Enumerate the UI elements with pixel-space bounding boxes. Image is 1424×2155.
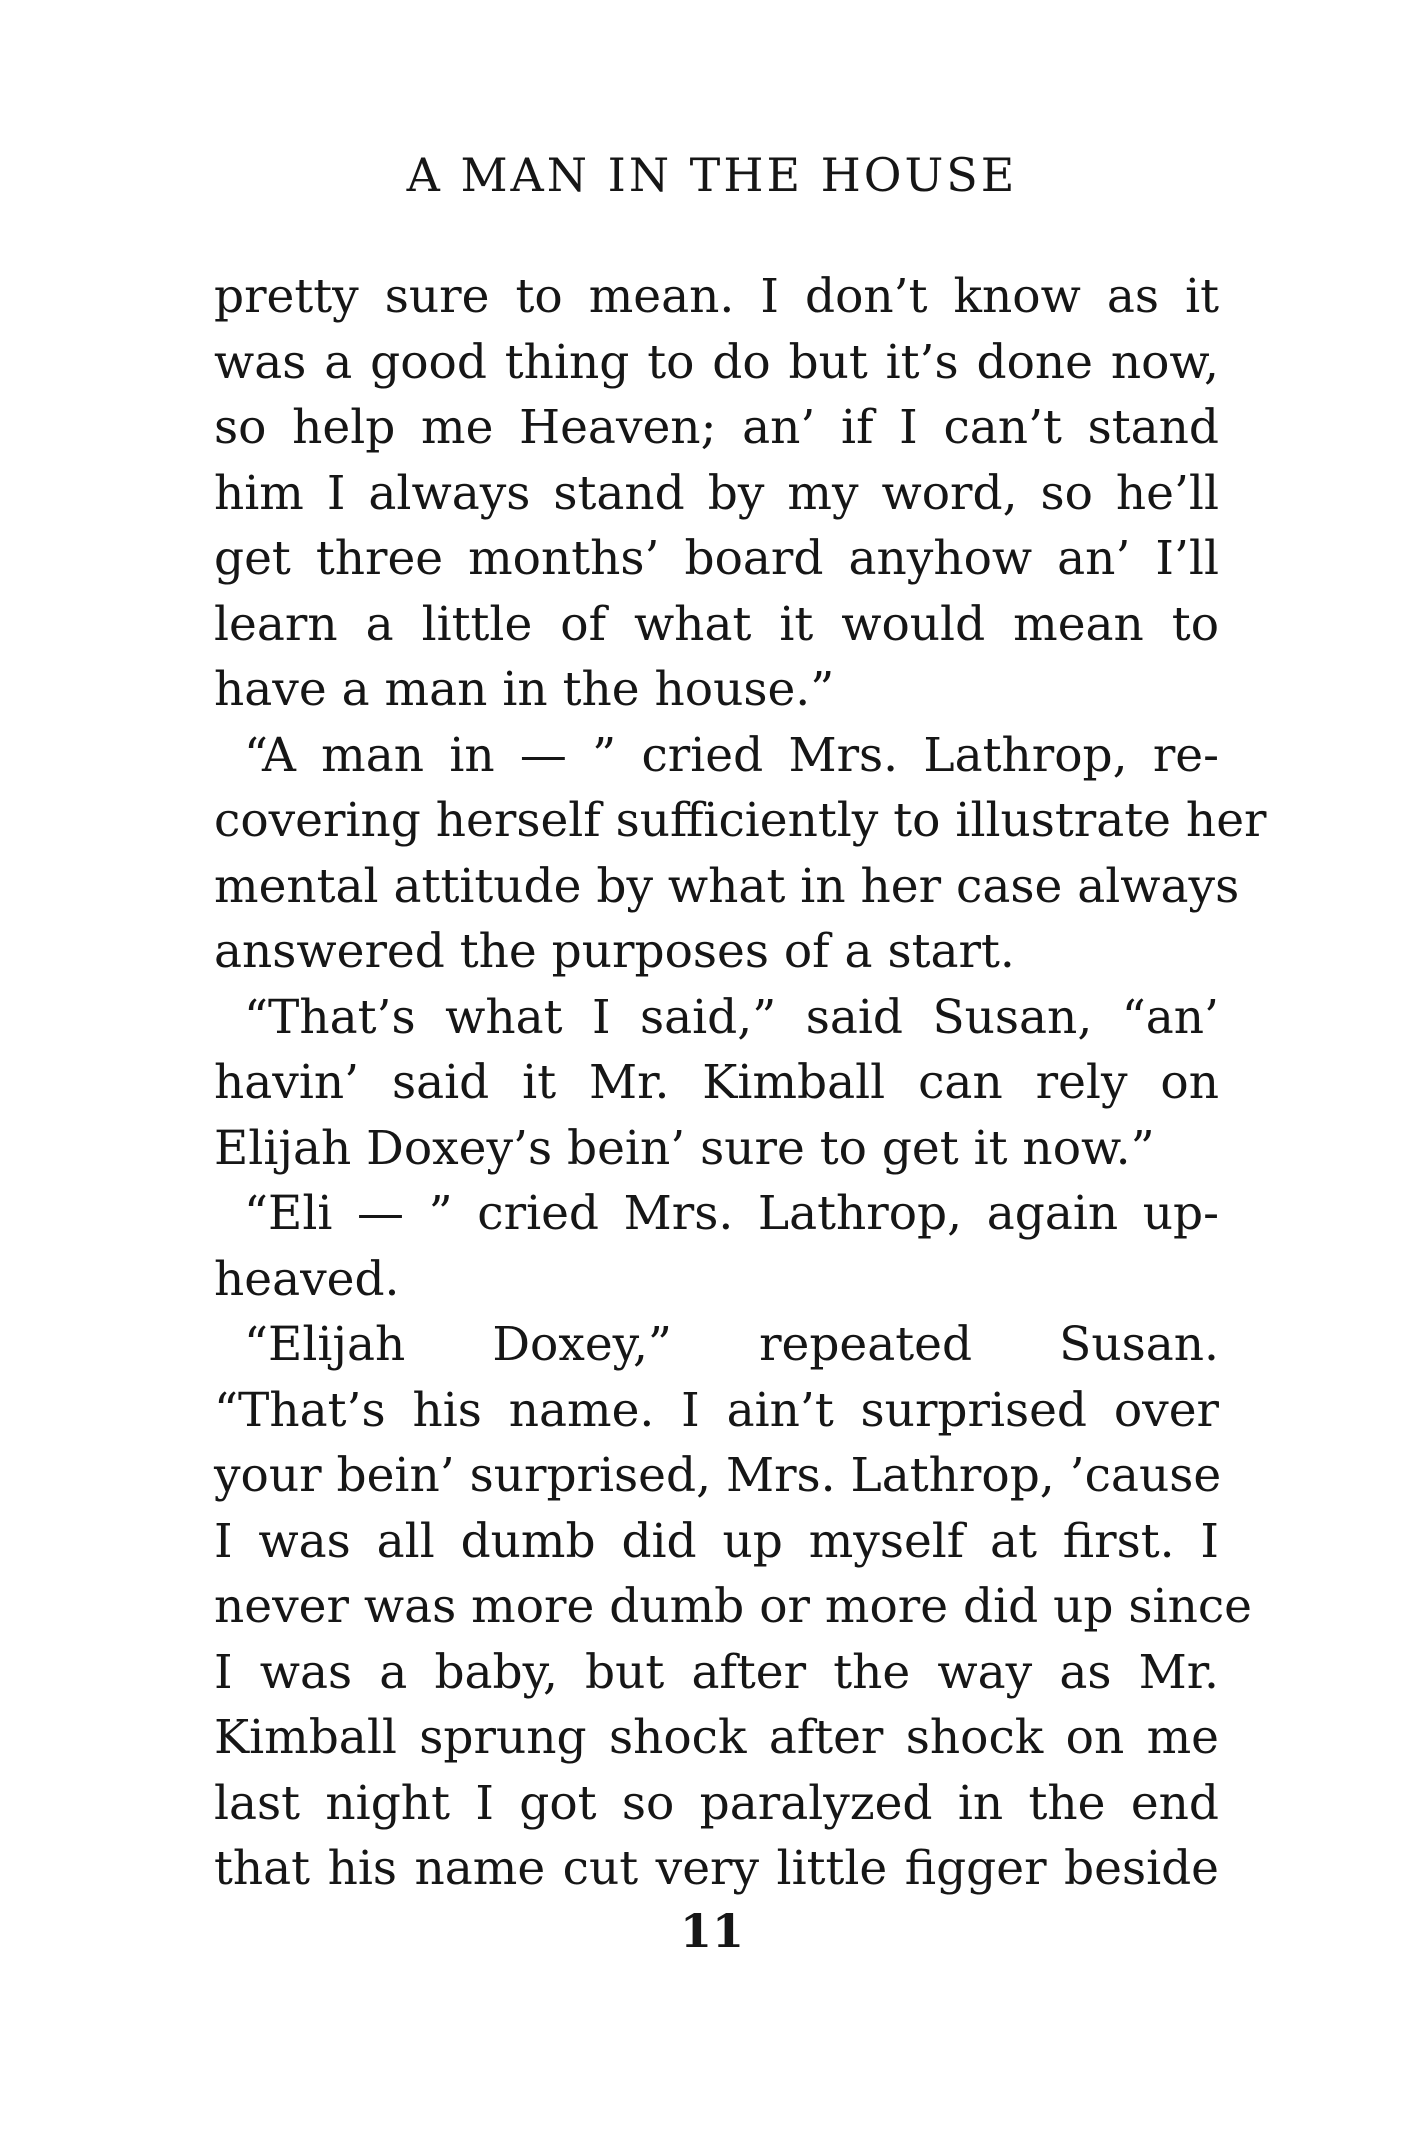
text-line: get three months’ board anyhow an’ I’ll xyxy=(214,531,1219,586)
text-line: him I always stand by my word, so he’ll xyxy=(214,465,1219,521)
text-line: was a good thing to do but it’s done now, xyxy=(214,334,1219,390)
text-line: last night I got so paralyzed in the end xyxy=(214,1775,1219,1831)
text-line: Elijah Doxey’s bein’ sure to get it now.” xyxy=(214,1120,1155,1176)
text-line: “That’s what I said,” said Susan, “an’ xyxy=(244,989,1219,1045)
text-line: “That’s his name. I ain’t surprised over xyxy=(214,1382,1219,1438)
text-line: I was all dumb did up myself at first. I xyxy=(214,1513,1219,1569)
text-line: that his name cut very little figger beside xyxy=(214,1841,1219,1896)
text-line: answered the purposes of a start. xyxy=(214,924,1015,979)
running-head: A MAN IN THE HOUSE xyxy=(406,148,1018,202)
text-line: Kimball sprung shock after shock on me xyxy=(214,1710,1219,1765)
text-line: I was a baby, but after the way as Mr. xyxy=(214,1644,1219,1700)
text-line: pretty sure to mean. I don’t know as it xyxy=(214,269,1219,324)
text-line: “Elijah Doxey,” repeated Susan. xyxy=(244,1317,1219,1372)
text-line: heaved. xyxy=(214,1251,400,1307)
text-line: never was more dumb or more did up since xyxy=(214,1579,1252,1634)
text-line: learn a little of what it would mean to xyxy=(214,596,1219,652)
body-text xyxy=(214,264,1267,1902)
page-number: 11 xyxy=(679,1904,744,1958)
text-line: have a man in the house.” xyxy=(214,662,835,717)
text-line: havin’ said it Mr. Kimball can rely on xyxy=(214,1055,1219,1110)
text-line: “A man in — ” cried Mrs. Lathrop, re- xyxy=(244,727,1219,783)
text-line: so help me Heaven; an’ if I can’t stand xyxy=(214,400,1219,455)
text-line: covering herself sufficiently to illustrate her xyxy=(214,793,1267,848)
text-line: mental attitude by what in her case always xyxy=(214,858,1240,914)
text-line: your bein’ surprised, Mrs. Lathrop, ’cause xyxy=(214,1448,1222,1503)
text-line: “Eli — ” cried Mrs. Lathrop, again up- xyxy=(244,1186,1219,1241)
